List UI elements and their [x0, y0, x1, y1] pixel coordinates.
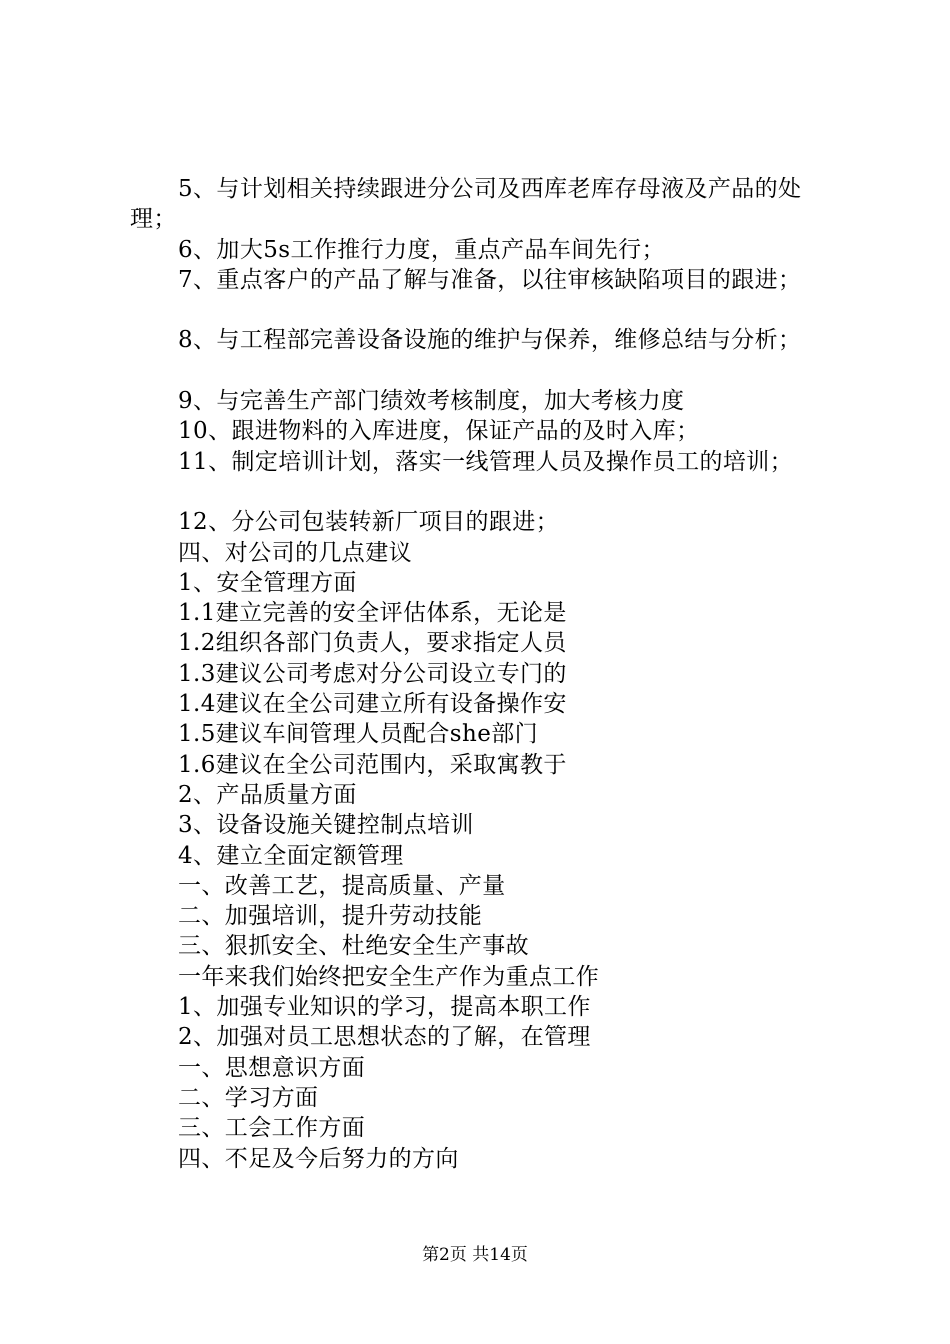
section-heading: 三、狠抓安全、杜绝安全生产事故	[178, 933, 529, 960]
document-body	[130, 174, 840, 1174]
paragraph: 1.1建立完善的安全评估体系，无论是	[178, 600, 567, 627]
paragraph: 11、制定培训计划，落实一线管理人员及操作员工的培训；	[178, 448, 794, 475]
paragraph: 12、分公司包装转新厂项目的跟进；	[178, 509, 560, 536]
paragraph: 9、与完善生产部门绩效考核制度，加大考核力度	[178, 388, 685, 415]
paragraph: 4、建立全面定额管理	[178, 842, 404, 869]
paragraph: 8、与工程部完善设备设施的维护与保养，维修总结与分析；	[178, 327, 802, 354]
section-heading: 一、改善工艺，提高质量、产量	[178, 872, 506, 899]
section-heading: 一、思想意识方面	[178, 1054, 366, 1081]
paragraph: 1.4建议在全公司建立所有设备操作安	[178, 691, 567, 718]
paragraph: 2、加强对员工思想状态的了解，在管理	[178, 1024, 591, 1051]
paragraph: 7、重点客户的产品了解与准备，以往审核缺陷项目的跟进；	[178, 266, 802, 293]
blank-line	[130, 477, 840, 507]
paragraph: 2、产品质量方面	[178, 781, 357, 808]
section-heading: 二、加强培训，提升劳动技能	[178, 903, 483, 930]
paragraph: 3、设备设施关键控制点培训	[178, 812, 474, 839]
section-heading: 三、工会工作方面	[178, 1115, 366, 1142]
blank-line	[130, 356, 840, 386]
paragraph: 1.5建议车间管理人员配合she部门	[178, 721, 539, 748]
paragraph: 1、安全管理方面	[178, 569, 357, 596]
section-heading: 二、学习方面	[178, 1084, 319, 1111]
paragraph: 5、与计划相关持续跟进分公司及西库老库存母液及产品的处理；	[130, 176, 802, 233]
paragraph: 1.2组织各部门负责人，要求指定人员	[178, 630, 567, 657]
blank-line	[130, 295, 840, 325]
section-heading: 四、不足及今后努力的方向	[178, 1145, 459, 1172]
paragraph: 10、跟进物料的入库进度，保证产品的及时入库；	[178, 418, 700, 445]
paragraph: 1.3建议公司考虑对分公司设立专门的	[178, 660, 567, 687]
paragraph: 1、加强专业知识的学习，提高本职工作	[178, 994, 591, 1021]
paragraph: 一年来我们始终把安全生产作为重点工作	[178, 963, 600, 990]
paragraph: 6、加大5s工作推行力度，重点产品车间先行；	[178, 236, 665, 263]
paragraph: 1.6建议在全公司范围内，采取寓教于	[178, 751, 567, 778]
page-number-footer: 第2页 共14页	[422, 1245, 528, 1265]
section-heading: 四、对公司的几点建议	[178, 539, 412, 566]
